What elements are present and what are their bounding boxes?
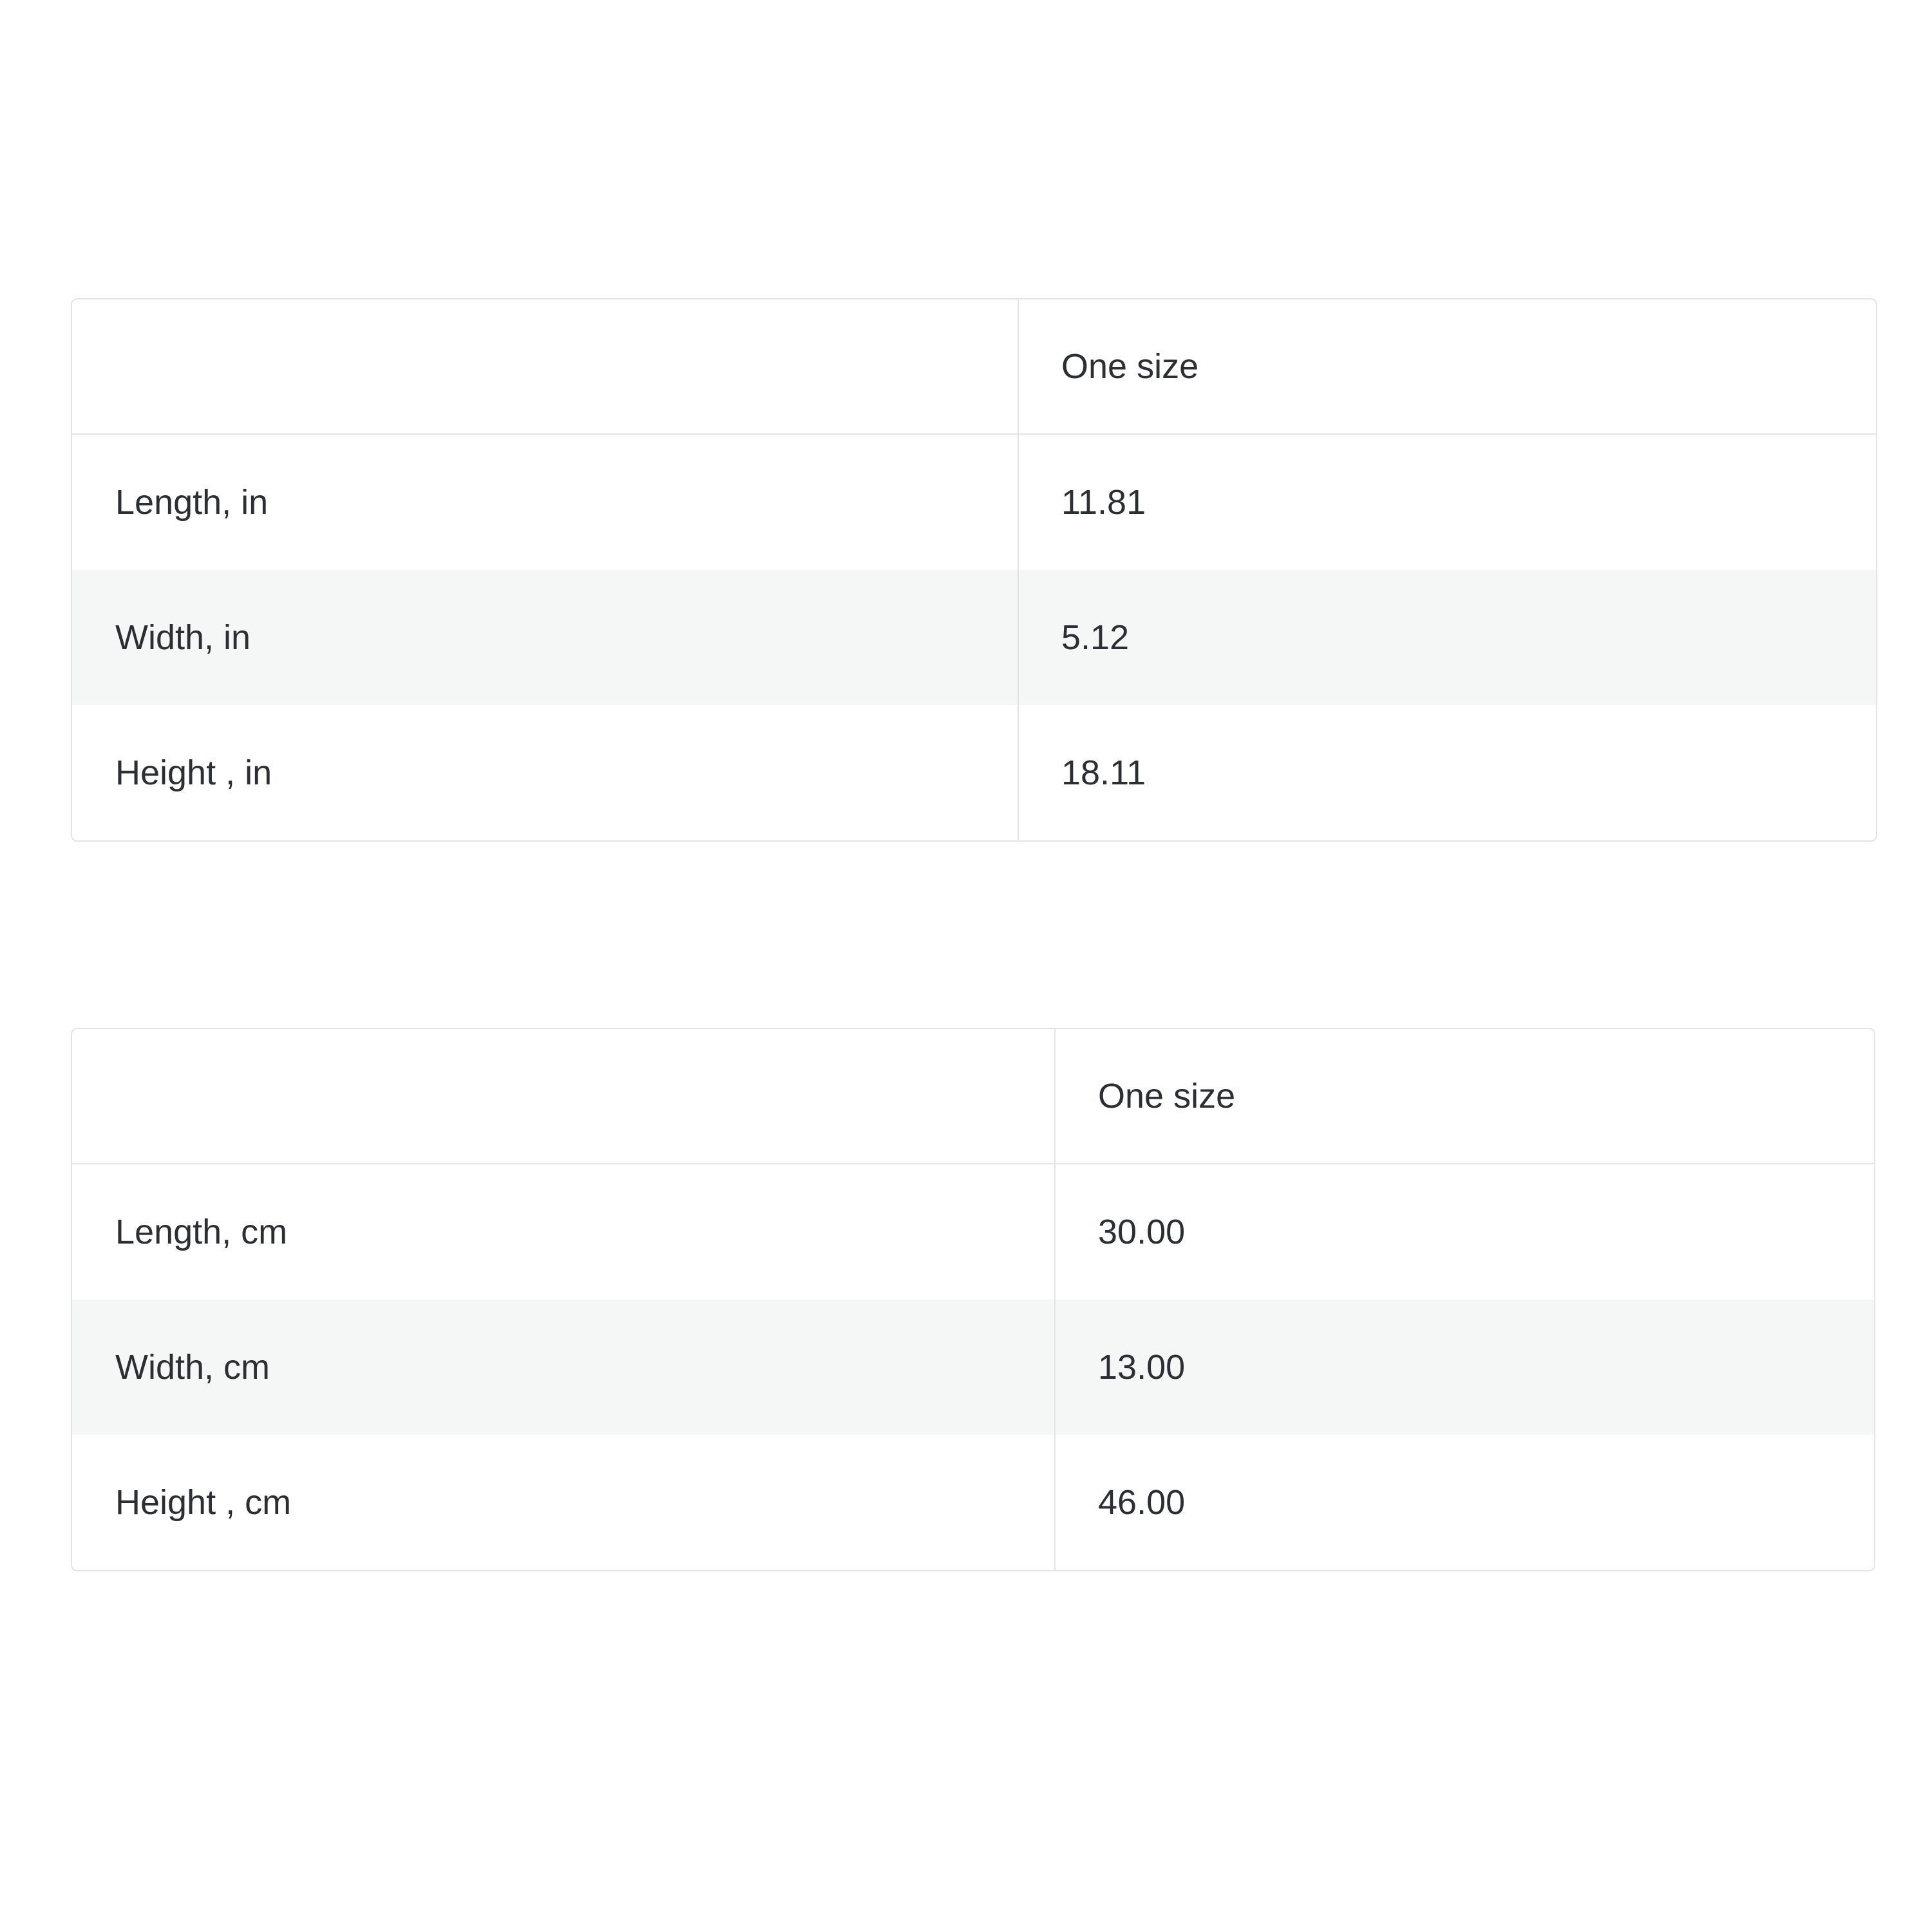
header-label-cell xyxy=(72,299,1019,433)
row-label: Height , in xyxy=(72,705,1019,840)
row-label: Height , cm xyxy=(72,1435,1056,1570)
table-header-row xyxy=(72,299,1876,435)
table-row xyxy=(72,570,1876,705)
header-label-cell xyxy=(72,1029,1056,1163)
row-value: 5.12 xyxy=(1061,618,1130,657)
table-row xyxy=(72,705,1876,840)
header-size-cell: One size xyxy=(1098,1077,1236,1115)
row-value: 30.00 xyxy=(1098,1213,1186,1251)
table-row xyxy=(72,1164,1874,1300)
row-value: 13.00 xyxy=(1098,1348,1186,1387)
table-row xyxy=(72,435,1876,570)
row-value: 18.11 xyxy=(1061,753,1146,792)
table-header-row xyxy=(72,1029,1874,1164)
row-value: 11.81 xyxy=(1061,483,1146,522)
header-size-cell: One size xyxy=(1061,347,1199,386)
size-table-inches xyxy=(71,298,1877,842)
table-row xyxy=(72,1435,1874,1570)
row-label: Width, cm xyxy=(72,1300,1056,1435)
row-label: Length, in xyxy=(72,435,1019,570)
size-table-centimeters xyxy=(71,1028,1875,1571)
row-label: Length, cm xyxy=(72,1164,1056,1300)
row-label: Width, in xyxy=(72,570,1019,705)
row-value: 46.00 xyxy=(1098,1483,1186,1522)
table-row xyxy=(72,1300,1874,1435)
